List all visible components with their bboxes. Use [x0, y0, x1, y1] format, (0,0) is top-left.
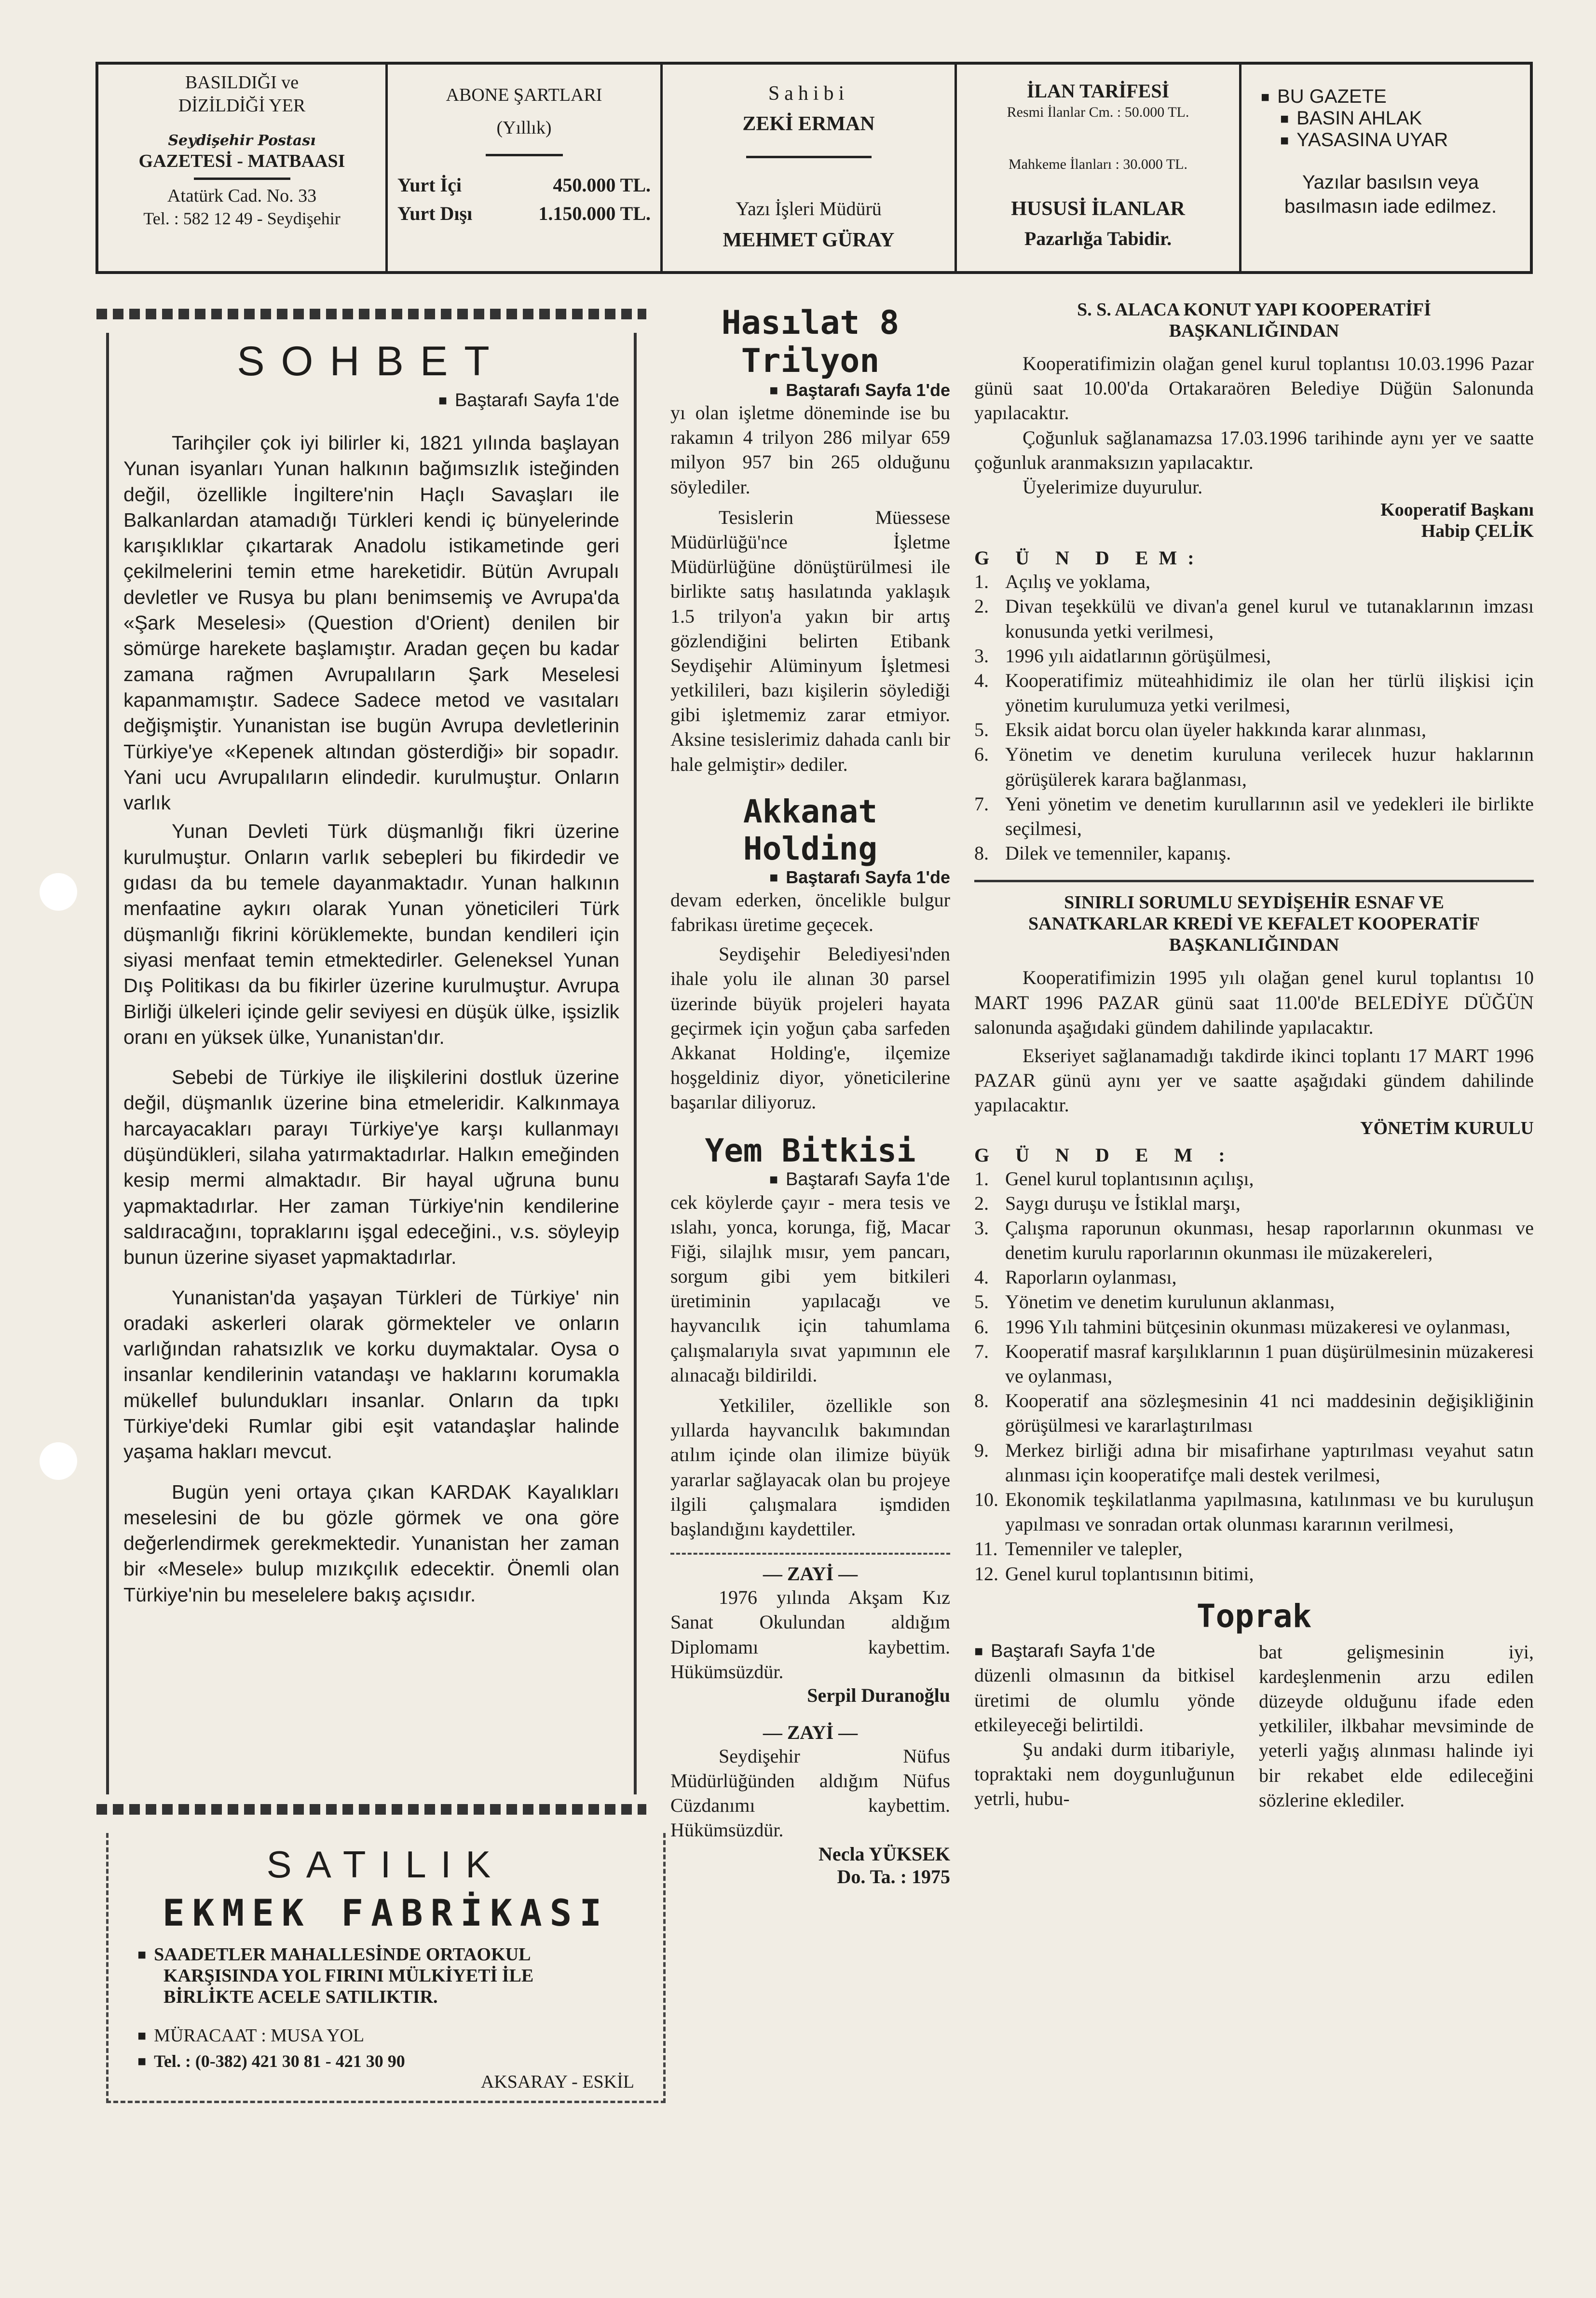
- toprak-article: [974, 1640, 1534, 1812]
- zayi-signature: Serpil Duranoğlu: [807, 1684, 950, 1706]
- masthead-owner: [663, 65, 957, 271]
- zayi-notice-1: [670, 1553, 950, 1707]
- hasilat-title: Hasılat 8 Trilyon: [721, 304, 900, 380]
- akkanat-paragraph: Seydişehir Belediyesi'nden ihale yolu ile alınan 30 parsel üzerinde büyük projeleri hayata geçirmek için yoğun çaba sarfeden Akkanat Holding'e, ilçemize hoşgeldiniz diyor, yöneticilerine başarılar diliyoruz.: [670, 943, 950, 1113]
- agenda-number: 3.: [974, 1217, 989, 1239]
- alaca-agenda-title: G Ü N D EM:: [974, 547, 1205, 569]
- agenda-number: 8.: [974, 1390, 989, 1412]
- esnaf-title3: BAŞKANLIĞINDAN: [1169, 935, 1339, 956]
- agenda-text: 1996 yılı aidatlarının görüşülmesi,: [1005, 644, 1271, 667]
- masthead-printed: [98, 65, 388, 271]
- agenda-text: Saygı duruşu ve İstiklal marşı,: [1005, 1192, 1241, 1214]
- agenda-number: 5.: [974, 719, 989, 741]
- hasilat-continued: [670, 380, 950, 400]
- middle-column: [670, 304, 950, 1888]
- agenda-item: [974, 594, 1534, 643]
- masthead-subscription: [388, 65, 663, 271]
- continued-marker: ■ Baştarafı Sayfa 1'de: [974, 1641, 1155, 1661]
- masthead: [95, 62, 1533, 274]
- sohbet-paragraph: Tarihçiler çok iyi bilirler ki, 1821 yılında başlayan Yunan isyanları Yunan halkının bağımsızlık isteğinden değil, özellikle İngiltere'nin Haçlı Savaşları ile Balkanlardan atamadığı Türkleri kendi iç bünyelerinde karışıklıklar çıkartarak Anadolu istikametinde geri çekilmelerini temin etme hareketidir. Bütün Avrupalı devletler ve Rusya bu planı benimsemiş ve Avrupa'da «Şark Meselesi» (Question d'Orient) denilen bir sömürge harekete başlamıştır. Aradan geçen bu kadar zamana rağmen Avrupalıların Şark Meselesi kapanmamıştır. Sadece Sadece metod ve vasıtaları değişmiştir. Yunanistan ise bugün Avrupa devletlerinin Türkiye'ye «Kepenek altından gösterdiği» bir sopadır. Yani ucu Avrupalıların elindedir. kurulmuştur. Onların varlık: [123, 432, 619, 814]
- agenda-item: [974, 1166, 1534, 1191]
- divider: [486, 154, 563, 156]
- editor-name: MEHMET GÜRAY: [723, 229, 895, 251]
- owner-label: Sahibi: [768, 82, 849, 105]
- alaca-title1: S. S. ALACA KONUT YAPI KOOPERATİFİ: [1077, 300, 1431, 320]
- agenda-number: 2.: [974, 595, 989, 617]
- agenda-text: Dilek ve temenniler, kapanış.: [1005, 842, 1231, 864]
- agenda-number: 11.: [974, 1538, 998, 1560]
- agenda-text: Temenniler ve talepler,: [1005, 1538, 1183, 1560]
- zayi-title: — ZAYİ —: [763, 1721, 858, 1743]
- akkanat-body: [670, 888, 950, 1115]
- agenda-item: [974, 1561, 1534, 1586]
- punch-hole: [40, 873, 77, 911]
- agenda-text: Merkez birliği adına bir misafirhane yaptırılması veyahut satın alınması için kooperatifçe mali destek verilmesi,: [1005, 1439, 1534, 1486]
- agenda-number: 5.: [974, 1291, 989, 1313]
- agenda-item: [974, 1314, 1534, 1339]
- wavy-border-top: [96, 309, 646, 319]
- court-ad-price: Mahkeme İlanları : 30.000 TL.: [1008, 156, 1187, 172]
- wavy-border-bottom: [96, 1804, 646, 1815]
- agenda-text: Çalışma raporunun okunması, hesap raporlarının okunması ve denetim kurulu raporlarının okunması ile müzakereleri,: [1005, 1217, 1534, 1264]
- agenda-text: Ekonomik teşkilatlanma yapılmasına, katılınması ve bu kuruluşun yapılması ve sonradan ortak olunması kararının verilmesi,: [1005, 1488, 1534, 1535]
- toprak-left: [974, 1640, 1235, 1812]
- agenda-number: 6.: [974, 743, 989, 766]
- alaca-sign1: Kooperatif Başkanı: [1380, 500, 1534, 520]
- ethics-note2: basılmasın iade edilmez.: [1284, 196, 1497, 217]
- satilik-line1: ■ SAADETLER MAHALLESİNDE ORTAOKUL: [137, 1944, 634, 1965]
- yem-body: [670, 1190, 950, 1542]
- esnaf-paragraph: Kooperatifimizin 1995 yılı olağan genel kurul toplantısı 10 MART 1996 PAZAR günü saat 11.00'de BELEDİYE DÜĞÜN salonunda aşağıdaki gündem dahilinde yapılacaktır.: [974, 967, 1534, 1038]
- sohbet-paragraph: Yunan Devleti Türk düşmanlığı fikri üzerine kurulmuştur. Onların varlık sebepleri bu fikirdedir ve gıdası da bu temele dayanmaktadır. Yunan halkının menfaatine aykırı olarak Yunan yöneticileri Türk düşmanlığı fikrini körüklemekte, bundan kendileri için siyasi menfaat temin etmektedirler. Geleneksel Yunan Dış Politikası da bu fikirler üzerine kurulmuştur. Avrupa Birliği ülkeleri içinde gelir seviyesi en düşük ülke, işsizlik oranı en yüksek ülke, Yunanistan'dır.: [123, 820, 619, 1048]
- yem-paragraph: Yetkililer, özellikle son yıllarda hayvancılık bakımından atılım içinde olan ilimize büyük yararlar sağlayacak olan bu projeye ilgili çalışmalara işmdiden başlandığını kaydettiler.: [670, 1395, 950, 1540]
- agenda-number: 3.: [974, 644, 989, 667]
- printed-line3: GAZETESİ - MATBAASI: [138, 150, 345, 171]
- agenda-item: [974, 1191, 1534, 1216]
- agenda-text: Genel kurul toplantısının açılışı,: [1005, 1167, 1254, 1190]
- akkanat-title: Akkanat Holding: [743, 793, 878, 867]
- alaca-agenda: [974, 569, 1534, 865]
- esnaf-paragraph: Ekseriyet sağlanamadığı takdirde ikinci toplantı 17 MART 1996 PAZAR günü aynı yer ve saatte aşağıdaki gündem dahilinde yapılacaktır.: [974, 1044, 1534, 1116]
- newspaper-logo: Seydişehir Postası: [168, 132, 316, 149]
- agenda-number: 10.: [974, 1488, 998, 1510]
- toprak-paragraph: Şu andaki durm itibariyle, topraktaki nem doygunluğunun yetrli, hubu-: [974, 1738, 1235, 1810]
- domestic-label: Yurt İçi: [397, 174, 462, 196]
- alaca-body: [974, 351, 1534, 499]
- sohbet-title: SOHBET: [237, 338, 506, 384]
- agenda-text: Yeni yönetim ve denetim kurullarının asil ve yedekleri ile birlikte seçilmesi,: [1005, 793, 1534, 839]
- alaca-sign2: Habip ÇELİK: [1421, 521, 1534, 542]
- subscription-title: ABONE ŞARTLARI: [446, 85, 602, 105]
- right-column: [974, 299, 1534, 1812]
- toprak-paragraph: bat gelişmesinin iyi, kardeşlenmenin arzu edilen düzeyde olduğunu ifade eden yetkililer, ilkbahar mevsiminde de yeterli yağış alınması halinde iyi bir rekabet elde edileceğini sözlerine eklediler.: [1259, 1641, 1534, 1811]
- continued-marker: ■ Baştarafı Sayfa 1'de: [769, 867, 950, 887]
- satilik-line2: KARŞISINDA YOL FIRINI MÜLKİYETİ İLE: [164, 1966, 534, 1986]
- agenda-number: 8.: [974, 842, 989, 864]
- agenda-number: 12.: [974, 1562, 998, 1585]
- zayi-notice-2: [670, 1721, 950, 1888]
- agenda-text: Divan teşekkülü ve divan'a genel kurul ve tutanaklarının imzası konusunda yetki verilmesi,: [1005, 595, 1534, 642]
- agenda-item: [974, 742, 1534, 791]
- alaca-title2: BAŞKANLIĞINDAN: [1169, 321, 1339, 341]
- continued-marker: ■ Baştarafı Sayfa 1'de: [438, 390, 619, 410]
- zayi-text: [670, 1585, 950, 1684]
- agenda-item: [974, 1339, 1534, 1388]
- esnaf-title2: SANATKARLAR KREDİ VE KEFALET KOOPERATİF: [1028, 914, 1480, 934]
- agenda-item: [974, 668, 1534, 717]
- divider: [746, 156, 872, 158]
- ethics-line3: ■ YASASINA UYAR: [1261, 129, 1520, 151]
- yem-title: Yem Bitkisi: [705, 1132, 916, 1169]
- telephone: Tel. : 582 12 49 - Seydişehir: [143, 208, 341, 228]
- agenda-text: Yönetim ve denetim kurulunun aklanması,: [1005, 1291, 1335, 1313]
- masthead-ethics: [1241, 65, 1530, 271]
- sohbet-paragraph: Bugün yeni ortaya çıkan KARDAK Kayalıkları meselesini de bu gözle görmek ve ona göre değerlendirmek gerekmektedir. Yunanistan her zaman bir «Mesele» bulup mızıkçılık edecektir. Önemli olan Türkiye'nin bu meselelere bakış açısıdır.: [123, 1480, 619, 1606]
- official-ad-price: Resmi İlanlar Cm. : 50.000 TL.: [1007, 104, 1189, 120]
- continued-marker: ■ Baştarafı Sayfa 1'de: [769, 1169, 950, 1190]
- private-ads-note: Pazarlığa Tabidir.: [1024, 227, 1172, 249]
- zayi-paragraph: Seydişehir Nüfus Müdürlüğünden aldığım Nüfus Cüzdanımı kaybettim. Hükümsüzdür.: [670, 1745, 950, 1841]
- agenda-item: [974, 569, 1534, 594]
- zayi-text: [670, 1744, 950, 1843]
- ethics-note1: Yazılar basılsın veya: [1302, 172, 1479, 193]
- agenda-number: 4.: [974, 1266, 989, 1288]
- sohbet-body: [123, 430, 619, 1608]
- agenda-number: 1.: [974, 1167, 989, 1190]
- zayi-signature-date: Do. Ta. : 1975: [837, 1865, 950, 1888]
- hasilat-body: [670, 400, 950, 777]
- agenda-number: 7.: [974, 1340, 989, 1362]
- satilik-subtitle: EKMEK FABRİKASI: [162, 1891, 610, 1934]
- masthead-ads: [957, 65, 1241, 271]
- alaca-paragraph: Üyelerimize duyurulur.: [1023, 476, 1203, 498]
- hasilat-paragraph: Tesislerin Müessese Müdürlüğü'nce İşletme Müdürlüğüne dönüştürülmesi ile birlikte satış hasılatında yaklaşık 1.5 trilyon'a yakın bir artış gözlendiğini belirten Etibank Seydişehir Alüminyum İşletmesi yetkilileri, bazı kişilerin söylediği gibi işletmemiz zarar etmiyor. Aksine tesislerimiz dahada canlı bir hale gelmiştir» dediler.: [670, 506, 950, 775]
- akkanat-paragraph: devam ederken, öncelikle bulgur fabrikası üretime geçecek.: [670, 889, 950, 935]
- agenda-number: 2.: [974, 1192, 989, 1214]
- satilik-ad: [106, 1833, 666, 2103]
- printed-line1: BASILDIĞI ve: [185, 72, 299, 93]
- owner-name: ZEKİ ERMAN: [742, 112, 875, 135]
- private-ads-title: HUSUSİ İLANLAR: [1011, 198, 1185, 220]
- zayi-signature: Necla YÜKSEK: [818, 1843, 950, 1865]
- agenda-text: Kooperatif ana sözleşmesinin 41 nci maddesinin değişikliğinin görüşülmesi ve kararlaştırılması: [1005, 1390, 1534, 1436]
- agenda-text: Açılış ve yoklama,: [1005, 571, 1151, 593]
- agenda-item: [974, 1438, 1534, 1487]
- agenda-number: 7.: [974, 793, 989, 815]
- toprak-title: Toprak: [1196, 1597, 1312, 1635]
- agenda-item: [974, 717, 1534, 742]
- agenda-number: 9.: [974, 1439, 989, 1461]
- agenda-item: [974, 1216, 1534, 1265]
- agenda-item: [974, 1388, 1534, 1437]
- sohbet-article: [106, 333, 637, 1794]
- abroad-price: 1.150.000 TL.: [538, 203, 651, 224]
- agenda-text: 1996 Yılı tahmini bütçesinin okunması müzakeresi ve oylanması,: [1005, 1315, 1511, 1338]
- agenda-item: [974, 1265, 1534, 1289]
- zayi-paragraph: 1976 yılında Akşam Kız Sanat Okulundan aldığım Diplomamı kaybettim. Hükümsüzdür.: [670, 1587, 950, 1682]
- alaca-paragraph: Çoğunluk sağlanamazsa 17.03.1996 tarihinde aynı yer ve saatte çoğunluk aranmaksızın yapılacaktır.: [974, 426, 1534, 473]
- ethics-line2: ■ BASIN AHLAK: [1261, 108, 1520, 129]
- agenda-item: [974, 1289, 1534, 1314]
- abroad-price-row: [397, 202, 651, 225]
- satilik-title: SATILIK: [266, 1843, 505, 1886]
- sohbet-paragraph: Yunanistan'da yaşayan Türkleri de Türkiye' nin oradaki askerleri olarak görmekteler ve onların varlığından rahatsızlık ve korku duymaktalar. Oysa o insanlar kendilerinin vatandaşı ve haklarını korumakla mükellef bulundukları insanlar. Onların da tıpkı Türkiye'deki Rumlar gibi eşit vatandaşlar halinde yaşama hakları mevcut.: [123, 1286, 619, 1463]
- esnaf-agenda-title: G Ü N D E M :: [974, 1144, 1236, 1166]
- agenda-item: [974, 792, 1534, 841]
- agenda-text: Kooperatifimiz müteahhidimiz ile olan her türlü ilişkisi için yönetim kurulumuza yetki verilmesi,: [1005, 669, 1534, 716]
- hasilat-paragraph: yı olan işletme döneminde ise bu rakamın 4 trilyon 286 milyar 659 milyon 957 bin 265 olduğunu söylediler.: [670, 402, 950, 498]
- akkanat-continued: [670, 867, 950, 888]
- agenda-text: Raporların oylanması,: [1005, 1266, 1177, 1288]
- domestic-price-row: [397, 174, 651, 196]
- sohbet-continued: [123, 390, 619, 411]
- agenda-item: [974, 1536, 1534, 1561]
- editor-label: Yazı İşleri Müdürü: [736, 198, 882, 219]
- zayi-title: — ZAYİ —: [763, 1563, 858, 1585]
- satilik-contact1: ■ MÜRACAAT : MUSA YOL: [137, 2025, 634, 2046]
- agenda-number: 6.: [974, 1315, 989, 1338]
- ethics-line1: ■ BU GAZETE: [1261, 86, 1520, 108]
- agenda-text: Kooperatif masraf karşılıklarının 1 puan düşürülmesinin müzakeresi ve oylanması,: [1005, 1340, 1534, 1387]
- satilik-contact2: ■ Tel. : (0-382) 421 30 81 - 421 30 90: [137, 2051, 634, 2071]
- esnaf-body: [974, 965, 1534, 1117]
- divider: [974, 880, 1534, 882]
- satilik-line3: BİRLİKTE ACELE SATILIKTIR.: [164, 1987, 438, 2007]
- printed-line2: DİZİLDİĞİ YER: [178, 95, 306, 116]
- toprak-continued: [974, 1640, 1235, 1663]
- agenda-number: 4.: [974, 669, 989, 691]
- subscription-period: (Yıllık): [496, 117, 552, 138]
- domestic-price: 450.000 TL.: [553, 174, 651, 196]
- agenda-text: Eksik aidat borcu olan üyeler hakkında karar alınması,: [1005, 719, 1427, 741]
- agenda-item: [974, 1487, 1534, 1536]
- agenda-item: [974, 841, 1534, 865]
- address: Atatürk Cad. No. 33: [167, 186, 317, 206]
- satilik-place: AKSARAY - ESKİL: [480, 2072, 634, 2092]
- yem-continued: [670, 1169, 950, 1190]
- agenda-text: Genel kurul toplantısının bitimi,: [1005, 1562, 1254, 1585]
- sohbet-paragraph: Sebebi de Türkiye ile ilişkilerini dostluk üzerine değil, düşmanlık üzerine bina etmeleridir. Kalkınmaya harcayacakları parayı Türkiye'ye karşı kullanmayı düşündükleri, silaha yatırmaktadırlar. Halkın emeğinden kesip mermi almaktadır. Bir hayal uğruna bunu yapmaktadırlar. Her zaman Türkiye'nin kendilerine saldıracağını, topraklarını işgal edeceğini., v.s. söyleyip bunun üzerine siyaset yapmaktadırlar.: [123, 1066, 619, 1269]
- toprak-right: [1259, 1640, 1534, 1812]
- yem-paragraph: cek köylerde çayır - mera tesis ve ıslahı, yonca, korunga, fiğ, Macar Fiği, silajlık mısır, yem pancarı, sorgum gibi yem bitkileri üretiminin yapılacağı ve hayvancılık için tahumlama çalışmalarıyla sıvat yapımının ele alınacağı bildirildi.: [670, 1191, 950, 1386]
- ads-title: İLAN TARİFESİ: [1026, 80, 1170, 102]
- agenda-item: [974, 643, 1534, 668]
- punch-hole: [40, 1442, 77, 1480]
- agenda-number: 1.: [974, 571, 989, 593]
- esnaf-agenda: [974, 1166, 1534, 1586]
- esnaf-sign: YÖNETİM KURULU: [1360, 1118, 1534, 1138]
- agenda-text: Yönetim ve denetim kuruluna verilecek huzur haklarının görüşülerek karara bağlanması,: [1005, 743, 1534, 790]
- esnaf-title1: SINIRLI SORUMLU SEYDİŞEHİR ESNAF VE: [1064, 892, 1444, 913]
- continued-marker: ■ Baştarafı Sayfa 1'de: [769, 380, 950, 400]
- abroad-label: Yurt Dışı: [397, 203, 473, 224]
- toprak-paragraph: düzenli olmasının da bitkisel üretimi de olumlu yönde etkileyeceği belirtildi.: [974, 1664, 1235, 1736]
- divider: [194, 178, 290, 180]
- alaca-paragraph: Kooperatifimizin olağan genel kurul toplantısı 10.03.1996 Pazar günü saat 10.00'da Ortakaraören Belediye Düğün Salonunda yapılacaktır.: [974, 353, 1534, 424]
